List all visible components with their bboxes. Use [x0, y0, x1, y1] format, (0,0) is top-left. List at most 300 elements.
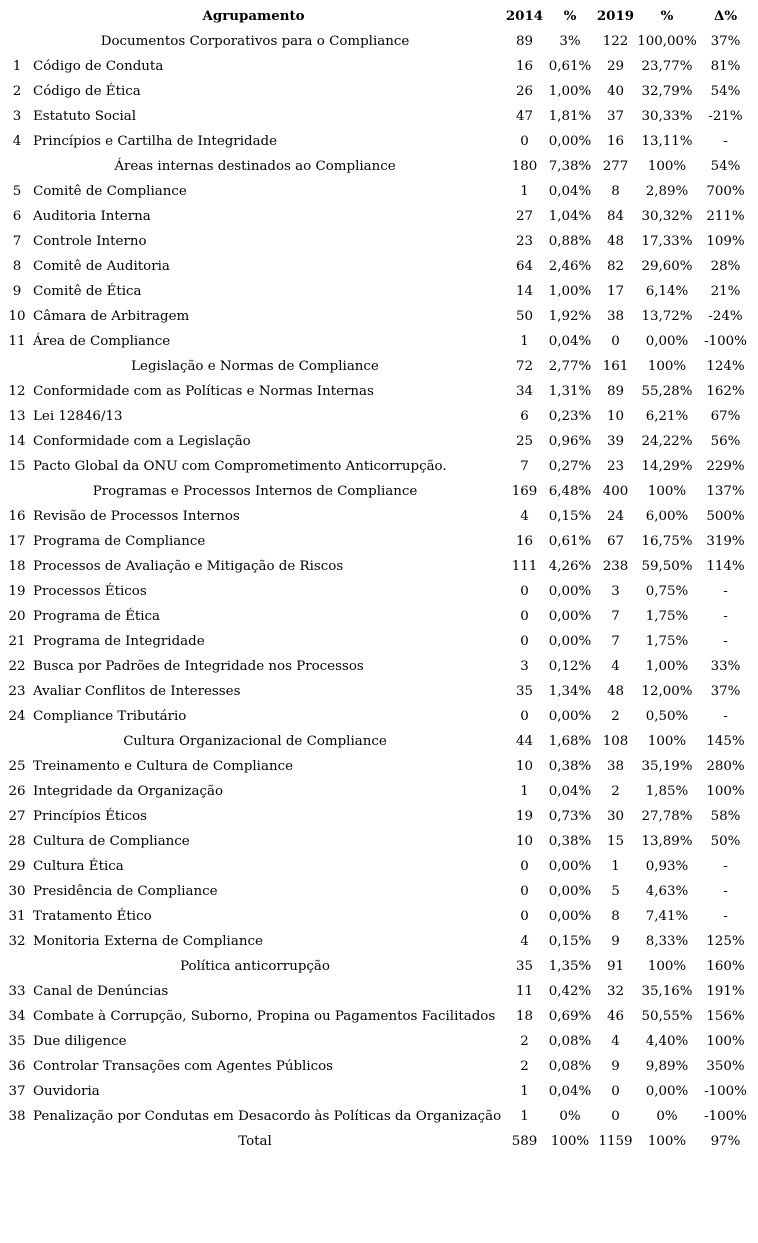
value-2019: 29 [606, 59, 625, 74]
row-name: Revisão de Processos Internos [33, 509, 240, 524]
value-2014: 27 [515, 209, 534, 224]
value-2014: 14 [515, 284, 534, 299]
delta: 191% [706, 984, 745, 999]
value-2019: 48 [606, 684, 625, 699]
pct-2019: 7,41% [645, 909, 689, 924]
value-2014: 11 [515, 984, 534, 999]
value-2014: 0 [520, 584, 529, 599]
row-number: 2 [12, 84, 22, 99]
pct-2014: 0,15% [548, 509, 592, 524]
value-2019: 0 [611, 334, 620, 349]
table-row [4, 79, 754, 104]
pct-2019: 0,75% [645, 584, 689, 599]
pct-2014: 0,61% [548, 59, 592, 74]
value-2014: 10 [515, 834, 534, 849]
value-2014: 16 [515, 59, 534, 74]
delta: - [723, 859, 728, 874]
row-name: Comitê de Compliance [33, 184, 187, 199]
table-row [4, 1104, 754, 1129]
table-row [4, 429, 754, 454]
compliance-table [4, 4, 754, 1154]
group-name: Política anticorrupção [180, 959, 330, 974]
pct-2014: 0,69% [548, 1009, 592, 1024]
pct-2014: 2,77% [548, 359, 592, 374]
delta: 81% [710, 59, 741, 74]
row-number: 13 [8, 409, 26, 424]
table-row [4, 454, 754, 479]
value-2019: 9 [611, 1059, 620, 1074]
row-number: 7 [12, 234, 22, 249]
table-row [4, 804, 754, 829]
row-name: Busca por Padrões de Integridade nos Processos [33, 659, 364, 674]
row-number: 25 [8, 759, 26, 774]
pct-2014: 1,31% [548, 384, 592, 399]
row-name: Princípios Éticos [33, 809, 148, 824]
value-2014: 6 [520, 409, 529, 424]
value-2014: 26 [515, 84, 534, 99]
row-name: Comitê de Ética [33, 284, 142, 299]
pct-2019: 4,63% [645, 884, 689, 899]
pct-2014: 7,38% [548, 159, 592, 174]
row-name: Due diligence [33, 1034, 127, 1049]
delta: 33% [710, 659, 741, 674]
value-2019: 3 [611, 584, 620, 599]
group-row [4, 1129, 754, 1154]
value-2014: 16 [515, 534, 534, 549]
delta: 160% [706, 959, 745, 974]
pct-2014: 0,08% [548, 1059, 592, 1074]
pct-2019: 100% [647, 734, 687, 749]
delta: - [723, 609, 728, 624]
pct-2014: 0,38% [548, 834, 592, 849]
pct-2014: 1,00% [548, 84, 592, 99]
pct-2019: 32,79% [641, 84, 693, 99]
table-row [4, 904, 754, 929]
delta: 500% [706, 509, 745, 524]
delta: -100% [704, 334, 747, 349]
pct-2019: 17,33% [641, 234, 693, 249]
value-2019: 161 [602, 359, 629, 374]
pct-2014: 0,73% [548, 809, 592, 824]
row-name: Ouvidoria [33, 1084, 100, 1099]
delta: 37% [710, 684, 741, 699]
pct-2014: 1,68% [548, 734, 592, 749]
row-number: 5 [12, 184, 22, 199]
group-name: Total [238, 1134, 272, 1149]
pct-2019: 16,75% [641, 534, 693, 549]
delta: -100% [704, 1109, 747, 1124]
value-2019: 238 [602, 559, 629, 574]
table-row [4, 754, 754, 779]
value-2019: 24 [606, 509, 625, 524]
table-row [4, 654, 754, 679]
table-row [4, 829, 754, 854]
row-number: 31 [8, 909, 26, 924]
table-row [4, 529, 754, 554]
value-2019: 2 [611, 709, 620, 724]
pct-2019: 1,00% [645, 659, 689, 674]
pct-2019: 12,00% [641, 684, 693, 699]
pct-2014: 1,00% [548, 284, 592, 299]
row-name: Combate à Corrupção, Suborno, Propina ou Pagamentos Facilitados [33, 1009, 496, 1024]
row-name: Processos Éticos [33, 584, 147, 599]
header-2019: 2019 [596, 8, 635, 24]
header-pct-2014: % [563, 8, 577, 24]
value-2014: 34 [515, 384, 534, 399]
value-2019: 30 [606, 809, 625, 824]
value-2019: 2 [611, 784, 620, 799]
delta: 109% [706, 234, 745, 249]
delta: 229% [706, 459, 745, 474]
pct-2014: 1,34% [548, 684, 592, 699]
delta: 211% [706, 209, 745, 224]
pct-2014: 0,38% [548, 759, 592, 774]
table-row [4, 554, 754, 579]
delta: 97% [710, 1134, 741, 1149]
pct-2014: 6,48% [548, 484, 592, 499]
row-name: Avaliar Conflitos de Interesses [33, 684, 241, 699]
row-number: 1 [12, 59, 22, 74]
pct-2019: 30,33% [641, 109, 693, 124]
pct-2014: 0,04% [548, 784, 592, 799]
pct-2019: 35,19% [641, 759, 693, 774]
row-number: 36 [8, 1059, 26, 1074]
pct-2019: 59,50% [641, 559, 693, 574]
table-row [4, 379, 754, 404]
row-number: 15 [8, 459, 26, 474]
delta: 114% [706, 559, 745, 574]
pct-2019: 100% [647, 484, 687, 499]
pct-2019: 100% [647, 959, 687, 974]
row-name: Pacto Global da ONU com Comprometimento Anticorrupção. [33, 459, 447, 474]
row-number: 37 [8, 1084, 26, 1099]
delta: - [723, 584, 728, 599]
pct-2014: 0% [559, 1109, 581, 1124]
pct-2014: 0,23% [548, 409, 592, 424]
row-name: Conformidade com a Legislação [33, 434, 251, 449]
delta: 54% [710, 159, 741, 174]
pct-2014: 0,42% [548, 984, 592, 999]
row-name: Penalização por Condutas em Desacordo às Políticas da Organização [33, 1109, 502, 1124]
pct-2019: 0,50% [645, 709, 689, 724]
delta: -24% [708, 309, 743, 324]
pct-2019: 23,77% [641, 59, 693, 74]
delta: 350% [706, 1059, 745, 1074]
row-name: Integridade da Organização [33, 784, 224, 799]
value-2019: 277 [602, 159, 629, 174]
table-row [4, 979, 754, 1004]
value-2014: 72 [515, 359, 534, 374]
header-2014: 2014 [505, 8, 544, 24]
pct-2014: 0,00% [548, 884, 592, 899]
value-2019: 7 [611, 609, 620, 624]
pct-2019: 13,11% [641, 134, 693, 149]
value-2019: 32 [606, 984, 625, 999]
row-number: 32 [8, 934, 26, 949]
table-body [4, 29, 754, 1154]
value-2014: 44 [515, 734, 534, 749]
row-name: Conformidade com as Políticas e Normas Internas [33, 384, 374, 399]
delta: 58% [710, 809, 741, 824]
group-row [4, 729, 754, 754]
value-2014: 1 [520, 1109, 529, 1124]
row-number: 34 [8, 1009, 26, 1024]
pct-2014: 0,12% [548, 659, 592, 674]
row-number: 17 [8, 534, 26, 549]
value-2019: 40 [606, 84, 625, 99]
group-name: Cultura Organizacional de Compliance [123, 734, 387, 749]
delta: - [723, 709, 728, 724]
value-2014: 50 [515, 309, 534, 324]
table-row [4, 704, 754, 729]
pct-2014: 0,00% [548, 134, 592, 149]
value-2019: 400 [602, 484, 629, 499]
value-2019: 23 [606, 459, 625, 474]
value-2019: 48 [606, 234, 625, 249]
pct-2014: 0,00% [548, 584, 592, 599]
pct-2014: 4,26% [548, 559, 592, 574]
row-name: Área de Compliance [33, 334, 171, 349]
value-2019: 8 [611, 184, 620, 199]
delta: - [723, 884, 728, 899]
pct-2019: 30,32% [641, 209, 693, 224]
pct-2019: 50,55% [641, 1009, 693, 1024]
pct-2019: 4,40% [645, 1034, 689, 1049]
row-name: Compliance Tributário [33, 709, 187, 724]
row-name: Programa de Compliance [33, 534, 206, 549]
row-number: 19 [8, 584, 26, 599]
table-row [4, 679, 754, 704]
value-2019: 0 [611, 1084, 620, 1099]
row-name: Controle Interno [33, 234, 147, 249]
pct-2014: 0,04% [548, 184, 592, 199]
pct-2014: 0,08% [548, 1034, 592, 1049]
row-number: 22 [8, 659, 26, 674]
value-2014: 1 [520, 184, 529, 199]
row-name: Princípios e Cartilha de Integridade [33, 134, 278, 149]
row-name: Comitê de Auditoria [33, 259, 170, 274]
delta: 21% [710, 284, 741, 299]
value-2014: 589 [511, 1134, 538, 1149]
value-2019: 89 [606, 384, 625, 399]
pct-2019: 24,22% [641, 434, 693, 449]
row-number: 29 [8, 859, 26, 874]
pct-2019: 0,00% [645, 334, 689, 349]
table-row [4, 1029, 754, 1054]
value-2014: 1 [520, 334, 529, 349]
group-name: Áreas internas destinados ao Compliance [114, 159, 396, 174]
value-2014: 2 [520, 1034, 529, 1049]
pct-2019: 55,28% [641, 384, 693, 399]
value-2014: 23 [515, 234, 534, 249]
value-2019: 7 [611, 634, 620, 649]
delta: 124% [706, 359, 745, 374]
value-2014: 1 [520, 784, 529, 799]
row-name: Lei 12846/13 [33, 409, 123, 424]
pct-2014: 1,35% [548, 959, 592, 974]
delta: 37% [710, 34, 741, 49]
value-2019: 17 [606, 284, 625, 299]
delta: 137% [706, 484, 745, 499]
pct-2014: 0,04% [548, 334, 592, 349]
pct-2019: 100% [647, 359, 687, 374]
pct-2014: 1,81% [548, 109, 592, 124]
delta: 100% [706, 1034, 745, 1049]
row-number: 10 [8, 309, 26, 324]
row-name: Cultura de Compliance [33, 834, 190, 849]
row-name: Canal de Denúncias [33, 984, 169, 999]
value-2019: 84 [606, 209, 625, 224]
pct-2014: 0,00% [548, 909, 592, 924]
row-number: 20 [8, 609, 26, 624]
row-number: 16 [8, 509, 26, 524]
row-number: 14 [8, 434, 26, 449]
pct-2019: 6,21% [645, 409, 689, 424]
value-2019: 38 [606, 309, 625, 324]
value-2014: 35 [515, 959, 534, 974]
delta: 54% [710, 84, 741, 99]
delta: 156% [706, 1009, 745, 1024]
value-2014: 180 [511, 159, 538, 174]
value-2014: 2 [520, 1059, 529, 1074]
table-row [4, 229, 754, 254]
group-name: Legislação e Normas de Compliance [131, 359, 379, 374]
row-name: Presidência de Compliance [33, 884, 218, 899]
pct-2019: 2,89% [645, 184, 689, 199]
group-row [4, 154, 754, 179]
pct-2019: 14,29% [641, 459, 693, 474]
row-number: 30 [8, 884, 26, 899]
table-row [4, 1054, 754, 1079]
table-row [4, 279, 754, 304]
value-2014: 4 [520, 934, 529, 949]
pct-2014: 0,88% [548, 234, 592, 249]
pct-2019: 35,16% [641, 984, 693, 999]
delta: 50% [710, 834, 741, 849]
row-number: 3 [12, 109, 22, 124]
value-2014: 4 [520, 509, 529, 524]
pct-2014: 0,61% [548, 534, 592, 549]
delta: 280% [706, 759, 745, 774]
value-2014: 10 [515, 759, 534, 774]
pct-2019: 9,89% [645, 1059, 689, 1074]
value-2014: 0 [520, 709, 529, 724]
table-row [4, 54, 754, 79]
value-2019: 15 [606, 834, 625, 849]
pct-2014: 0,96% [548, 434, 592, 449]
pct-2019: 29,60% [641, 259, 693, 274]
row-number: 28 [8, 834, 26, 849]
pct-2014: 100% [550, 1134, 590, 1149]
value-2019: 1159 [598, 1134, 633, 1149]
value-2019: 91 [606, 959, 625, 974]
row-number: 27 [8, 809, 26, 824]
pct-2019: 0% [656, 1109, 678, 1124]
value-2014: 0 [520, 859, 529, 874]
table-row [4, 504, 754, 529]
value-2019: 4 [611, 659, 620, 674]
row-number: 18 [8, 559, 26, 574]
row-name: Tratamento Ético [33, 909, 152, 924]
table-row [4, 304, 754, 329]
pct-2014: 0,00% [548, 609, 592, 624]
pct-2014: 0,15% [548, 934, 592, 949]
value-2019: 5 [611, 884, 620, 899]
pct-2019: 27,78% [641, 809, 693, 824]
pct-2019: 100% [647, 1134, 687, 1149]
group-row [4, 479, 754, 504]
value-2019: 8 [611, 909, 620, 924]
pct-2014: 0,27% [548, 459, 592, 474]
pct-2014: 1,04% [548, 209, 592, 224]
value-2014: 169 [511, 484, 538, 499]
value-2019: 67 [606, 534, 625, 549]
value-2019: 108 [602, 734, 629, 749]
value-2014: 3 [520, 659, 529, 674]
pct-2019: 100,00% [637, 34, 697, 49]
pct-2019: 6,14% [645, 284, 689, 299]
group-row [4, 354, 754, 379]
value-2014: 19 [515, 809, 534, 824]
row-name: Código de Conduta [33, 59, 164, 74]
pct-2019: 0,00% [645, 1084, 689, 1099]
table-row [4, 254, 754, 279]
pct-2019: 0,93% [645, 859, 689, 874]
row-name: Treinamento e Cultura de Compliance [33, 759, 293, 774]
delta: 125% [706, 934, 745, 949]
value-2019: 10 [606, 409, 625, 424]
row-name: Cultura Ética [33, 859, 124, 874]
value-2019: 37 [606, 109, 625, 124]
pct-2014: 0,04% [548, 1084, 592, 1099]
pct-2019: 13,72% [641, 309, 693, 324]
pct-2014: 2,46% [548, 259, 592, 274]
pct-2014: 3% [559, 34, 581, 49]
table-row [4, 104, 754, 129]
value-2014: 1 [520, 1084, 529, 1099]
table-row [4, 1004, 754, 1029]
pct-2014: 1,92% [548, 309, 592, 324]
value-2014: 18 [515, 1009, 534, 1024]
row-number: 33 [8, 984, 26, 999]
header-delta: Δ% [713, 8, 738, 24]
pct-2019: 100% [647, 159, 687, 174]
row-number: 4 [12, 134, 22, 149]
value-2014: 111 [511, 559, 538, 574]
pct-2019: 1,75% [645, 634, 689, 649]
table-row [4, 604, 754, 629]
row-number: 24 [8, 709, 26, 724]
pct-2019: 8,33% [645, 934, 689, 949]
value-2014: 7 [520, 459, 529, 474]
table-row [4, 179, 754, 204]
group-name: Documentos Corporativos para o Compliance [100, 34, 410, 49]
delta: 56% [710, 434, 741, 449]
value-2014: 0 [520, 634, 529, 649]
value-2014: 35 [515, 684, 534, 699]
value-2019: 38 [606, 759, 625, 774]
value-2014: 25 [515, 434, 534, 449]
row-name: Câmara de Arbitragem [33, 309, 190, 324]
table-row [4, 1079, 754, 1104]
value-2014: 64 [515, 259, 534, 274]
row-name: Monitoria Externa de Compliance [33, 934, 263, 949]
row-number: 12 [8, 384, 26, 399]
value-2019: 1 [611, 859, 620, 874]
pct-2014: 0,00% [548, 634, 592, 649]
header-pct-2019: % [660, 8, 674, 24]
row-number: 9 [12, 284, 22, 299]
